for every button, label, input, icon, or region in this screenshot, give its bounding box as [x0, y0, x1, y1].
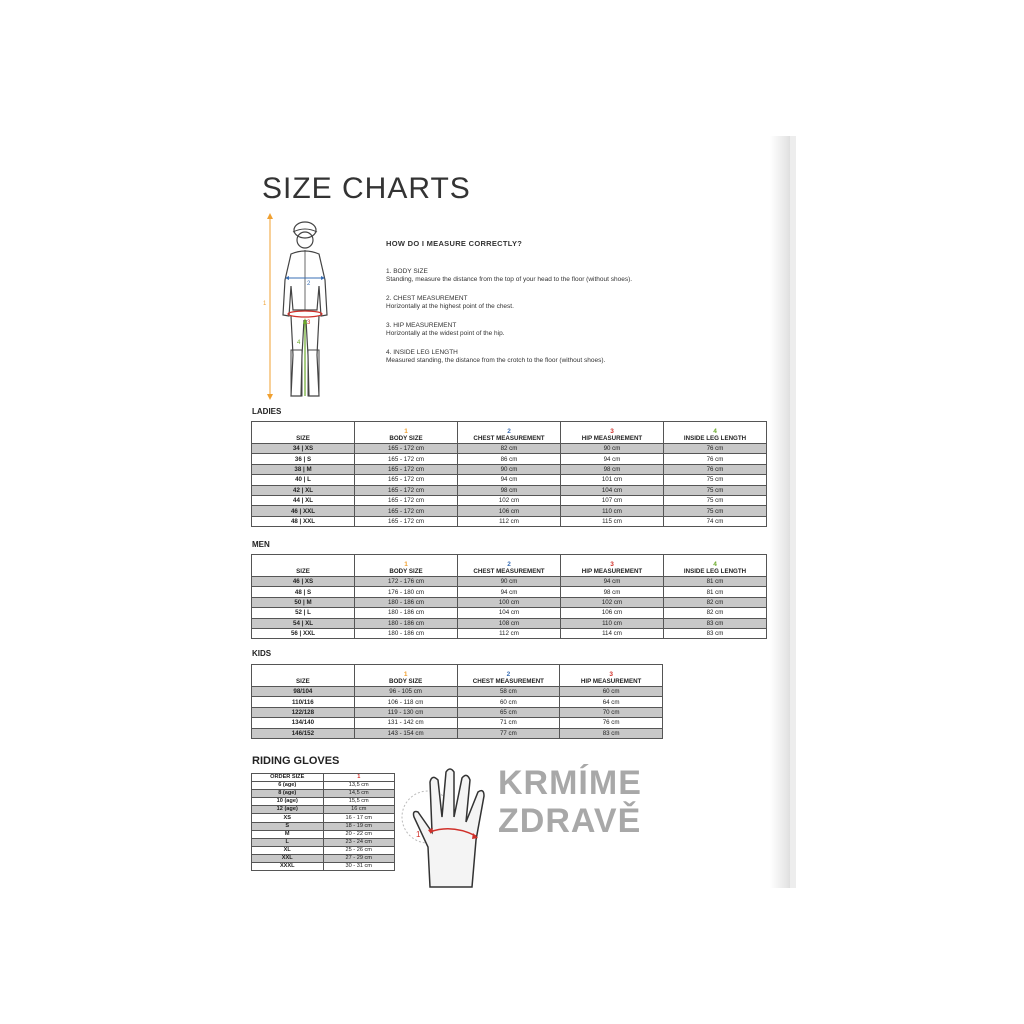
value-cell: 18 - 19 cm — [323, 822, 395, 830]
value-cell: 106 cm — [458, 506, 561, 516]
value-cell: 58 cm — [457, 687, 560, 697]
column-header — [561, 555, 664, 577]
value-cell: 165 - 172 cm — [355, 516, 458, 526]
size-cell: 110/116 — [252, 697, 355, 707]
value-cell: 64 cm — [560, 697, 663, 707]
column-label: INSIDE LEG LENGTH — [683, 568, 747, 575]
table-row — [252, 475, 767, 485]
column-label: CHEST MEASUREMENT — [473, 435, 545, 442]
column-number: 3 — [610, 561, 614, 568]
table-row — [252, 495, 767, 505]
column-header — [458, 422, 561, 444]
value-cell: 25 - 26 cm — [323, 846, 395, 854]
column-label: HIP MEASUREMENT — [581, 568, 643, 575]
table-row — [252, 577, 767, 587]
value-cell: 83 cm — [664, 628, 767, 638]
value-cell: 70 cm — [560, 707, 663, 717]
value-cell: 180 - 186 cm — [355, 618, 458, 628]
value-cell: 180 - 186 cm — [355, 628, 458, 638]
watermark-line2: ZDRAVĚ — [498, 802, 642, 840]
value-cell: 94 cm — [458, 587, 561, 597]
label-inside-leg: 4 — [297, 340, 301, 346]
value-cell: 110 cm — [561, 506, 664, 516]
column-label: BODY SIZE — [389, 435, 423, 442]
gloves-title: RIDING GLOVES — [252, 755, 340, 767]
table-row — [252, 454, 767, 464]
value-cell: 112 cm — [458, 628, 561, 638]
column-header: ORDER SIZE — [252, 774, 324, 782]
size-cell: XS — [252, 814, 324, 822]
gloves-size-table — [251, 773, 395, 871]
men-size-table — [251, 554, 767, 639]
instruction-text: Horizontally at the widest point of the hip. — [386, 330, 505, 337]
value-cell: 76 cm — [560, 718, 663, 728]
label-chest: 2 — [307, 281, 311, 287]
value-cell: 96 - 105 cm — [354, 687, 457, 697]
value-cell: 176 - 180 cm — [355, 587, 458, 597]
instructions-heading: HOW DO I MEASURE CORRECTLY? — [386, 239, 523, 248]
value-cell: 75 cm — [664, 495, 767, 505]
watermark-logo — [498, 764, 642, 840]
value-cell: 108 cm — [458, 618, 561, 628]
value-cell: 94 cm — [561, 454, 664, 464]
column-label: HIP MEASUREMENT — [581, 435, 643, 442]
value-cell: 180 - 186 cm — [355, 608, 458, 618]
size-cell: M — [252, 830, 324, 838]
value-cell: 119 - 130 cm — [354, 707, 457, 717]
column-label: BODY SIZE — [389, 678, 423, 685]
value-cell: 81 cm — [664, 587, 767, 597]
value-cell: 71 cm — [457, 718, 560, 728]
table-row — [252, 597, 767, 607]
label-hip: 3 — [307, 320, 311, 326]
value-cell: 82 cm — [458, 444, 561, 454]
value-cell: 83 cm — [664, 618, 767, 628]
instruction-text: Horizontally at the highest point of the chest. — [386, 303, 514, 310]
table-row — [252, 798, 395, 806]
table-row — [252, 814, 395, 822]
table-row — [252, 838, 395, 846]
size-cell: S — [252, 822, 324, 830]
watermark-line1: KRMÍME — [498, 764, 642, 802]
size-cell: 44 | XL — [252, 495, 355, 505]
column-label: BODY SIZE — [389, 568, 423, 575]
column-number: 2 — [507, 561, 511, 568]
value-cell: 100 cm — [458, 597, 561, 607]
column-number: 4 — [713, 561, 717, 568]
size-cell: L — [252, 838, 324, 846]
size-cell: 48 | S — [252, 587, 355, 597]
value-cell: 76 cm — [664, 454, 767, 464]
table-row — [252, 846, 395, 854]
value-cell: 23 - 24 cm — [323, 838, 395, 846]
size-cell: 98/104 — [252, 687, 355, 697]
value-cell: 107 cm — [561, 495, 664, 505]
value-cell: 90 cm — [458, 464, 561, 474]
value-cell: 15,5 cm — [323, 798, 395, 806]
value-cell: 76 cm — [664, 444, 767, 454]
column-header — [355, 555, 458, 577]
value-cell: 165 - 172 cm — [355, 475, 458, 485]
value-cell: 101 cm — [561, 475, 664, 485]
column-label: HIP MEASUREMENT — [580, 678, 642, 685]
size-cell: 12 (age) — [252, 806, 324, 814]
table-row — [252, 516, 767, 526]
value-cell: 14,5 cm — [323, 790, 395, 798]
value-cell: 112 cm — [458, 516, 561, 526]
value-cell: 114 cm — [561, 628, 664, 638]
value-cell: 76 cm — [664, 464, 767, 474]
measure-instructions — [386, 240, 766, 376]
instruction-item — [386, 295, 766, 312]
instruction-item — [386, 349, 766, 366]
column-header — [457, 665, 560, 687]
column-header — [355, 422, 458, 444]
men-label: MEN — [252, 540, 270, 549]
column-number: 4 — [713, 428, 717, 435]
column-label: INSIDE LEG LENGTH — [683, 435, 747, 442]
value-cell: 82 cm — [664, 597, 767, 607]
value-cell: 110 cm — [561, 618, 664, 628]
value-cell: 106 cm — [561, 608, 664, 618]
value-cell: 13,5 cm — [323, 782, 395, 790]
table-header-row — [252, 555, 767, 577]
size-cell: 146/152 — [252, 728, 355, 738]
glove-label: 1 — [416, 830, 421, 839]
value-cell: 60 cm — [457, 697, 560, 707]
column-number: 1 — [403, 671, 408, 678]
value-cell: 74 cm — [664, 516, 767, 526]
value-cell: 143 - 154 cm — [354, 728, 457, 738]
size-cell: 54 | XL — [252, 618, 355, 628]
size-cell: 122/128 — [252, 707, 355, 717]
size-cell: 46 | XS — [252, 577, 355, 587]
table-row — [252, 782, 395, 790]
instruction-title: 2. CHEST MEASUREMENT — [386, 294, 468, 302]
size-cell: XXXL — [252, 863, 324, 871]
value-cell: 16 - 17 cm — [323, 814, 395, 822]
value-cell: 165 - 172 cm — [355, 485, 458, 495]
glove-icon — [400, 762, 510, 892]
column-header — [561, 422, 664, 444]
table-row — [252, 790, 395, 798]
table-row — [252, 485, 767, 495]
column-header — [560, 665, 663, 687]
size-cell: 10 (age) — [252, 798, 324, 806]
column-header: 1 — [323, 774, 395, 782]
column-number: 2 — [507, 428, 511, 435]
value-cell: 77 cm — [457, 728, 560, 738]
size-cell: 56 | XXL — [252, 628, 355, 638]
size-cell: 36 | S — [252, 454, 355, 464]
label-body-size: 1 — [263, 301, 267, 307]
table-row — [252, 728, 663, 738]
size-cell: 6 (age) — [252, 782, 324, 790]
value-cell: 172 - 176 cm — [355, 577, 458, 587]
size-cell: 8 (age) — [252, 790, 324, 798]
column-header — [664, 555, 767, 577]
size-cell: 134/140 — [252, 718, 355, 728]
value-cell: 20 - 22 cm — [323, 830, 395, 838]
column-label: SIZE — [296, 568, 310, 575]
table-row — [252, 707, 663, 717]
value-cell: 81 cm — [664, 577, 767, 587]
instruction-title: 3. HIP MEASUREMENT — [386, 321, 457, 329]
value-cell: 102 cm — [561, 597, 664, 607]
column-header — [252, 555, 355, 577]
instruction-text: Measured standing, the distance from the crotch to the floor (without shoes). — [386, 357, 606, 364]
size-cell: 34 | XS — [252, 444, 355, 454]
value-cell: 82 cm — [664, 608, 767, 618]
column-header — [252, 422, 355, 444]
value-cell: 106 - 118 cm — [354, 697, 457, 707]
value-cell: 83 cm — [560, 728, 663, 738]
size-cell: 48 | XXL — [252, 516, 355, 526]
value-cell: 94 cm — [561, 577, 664, 587]
size-cell: 46 | XXL — [252, 506, 355, 516]
size-cell: 40 | L — [252, 475, 355, 485]
table-row — [252, 444, 767, 454]
value-cell: 75 cm — [664, 475, 767, 485]
table-row — [252, 628, 767, 638]
table-row — [252, 806, 395, 814]
value-cell: 30 - 31 cm — [323, 863, 395, 871]
ladies-label: LADIES — [252, 407, 282, 416]
column-label: CHEST MEASUREMENT — [473, 568, 545, 575]
size-cell: 50 | M — [252, 597, 355, 607]
value-cell: 98 cm — [561, 464, 664, 474]
ladies-size-table — [251, 421, 767, 527]
value-cell: 98 cm — [561, 587, 664, 597]
column-number: 2 — [506, 671, 511, 678]
kids-size-table — [251, 664, 663, 739]
column-label: SIZE — [296, 435, 310, 442]
value-cell: 75 cm — [664, 506, 767, 516]
instruction-item — [386, 268, 766, 285]
value-cell: 165 - 172 cm — [355, 444, 458, 454]
value-cell: 115 cm — [561, 516, 664, 526]
table-row — [252, 854, 395, 862]
value-cell: 75 cm — [664, 485, 767, 495]
column-number: 1 — [404, 561, 408, 568]
value-cell: 90 cm — [458, 577, 561, 587]
table-row — [252, 687, 663, 697]
table-header-row — [252, 665, 663, 687]
size-cell: XL — [252, 846, 324, 854]
column-number: 3 — [610, 428, 614, 435]
table-row — [252, 506, 767, 516]
value-cell: 90 cm — [561, 444, 664, 454]
value-cell: 131 - 142 cm — [354, 718, 457, 728]
table-header-row — [252, 422, 767, 444]
column-header — [458, 555, 561, 577]
size-cell: 38 | M — [252, 464, 355, 474]
value-cell: 104 cm — [561, 485, 664, 495]
value-cell: 27 - 29 cm — [323, 854, 395, 862]
instruction-text: Standing, measure the distance from the top of your head to the floor (without shoes). — [386, 276, 633, 283]
size-cell: 42 | XL — [252, 485, 355, 495]
column-header — [354, 665, 457, 687]
value-cell: 165 - 172 cm — [355, 495, 458, 505]
table-row — [252, 718, 663, 728]
table-row — [252, 608, 767, 618]
page-title: SIZE CHARTS — [262, 172, 471, 205]
table-row — [252, 863, 395, 871]
size-cell: 52 | L — [252, 608, 355, 618]
page-edge — [790, 136, 796, 888]
table-row — [252, 697, 663, 707]
table-row — [252, 822, 395, 830]
table-row — [252, 464, 767, 474]
size-cell: XXL — [252, 854, 324, 862]
value-cell: 94 cm — [458, 475, 561, 485]
value-cell: 180 - 186 cm — [355, 597, 458, 607]
value-cell: 165 - 172 cm — [355, 454, 458, 464]
table-header-row — [252, 774, 395, 782]
measurement-figure — [255, 210, 335, 405]
table-row — [252, 830, 395, 838]
instruction-title: 1. BODY SIZE — [386, 267, 428, 275]
table-row — [252, 587, 767, 597]
table-row — [252, 618, 767, 628]
instruction-item — [386, 322, 766, 339]
column-header — [252, 665, 355, 687]
value-cell: 98 cm — [458, 485, 561, 495]
value-cell: 102 cm — [458, 495, 561, 505]
value-cell: 65 cm — [457, 707, 560, 717]
value-cell: 86 cm — [458, 454, 561, 464]
value-cell: 16 cm — [323, 806, 395, 814]
column-number: 1 — [404, 428, 408, 435]
value-cell: 60 cm — [560, 687, 663, 697]
column-number: 3 — [609, 671, 613, 678]
value-cell: 165 - 172 cm — [355, 464, 458, 474]
column-label: SIZE — [295, 678, 310, 685]
value-cell: 104 cm — [458, 608, 561, 618]
column-header — [664, 422, 767, 444]
value-cell: 165 - 172 cm — [355, 506, 458, 516]
column-label: CHEST MEASUREMENT — [472, 678, 544, 685]
instruction-title: 4. INSIDE LEG LENGTH — [386, 348, 458, 356]
kids-label: KIDS — [252, 649, 272, 658]
